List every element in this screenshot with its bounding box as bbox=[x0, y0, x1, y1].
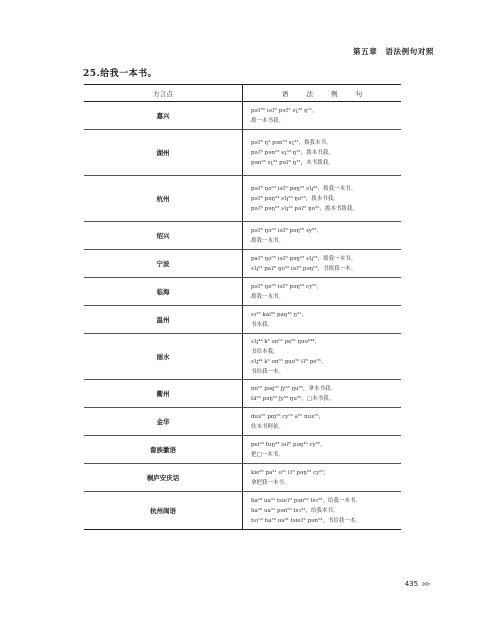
example-line: sʮ⁵³ paʔ⁵ ŋo⁵³ iəʔ⁵ pəŋ⁵³，书拨我一本。 bbox=[251, 265, 357, 272]
example-line: tä⁵⁵ pəŋ⁵⁵ ʃy⁵³ ŋu³⁵，□本书我。 bbox=[251, 395, 335, 402]
column-header-example: 语 法 例 句 bbox=[243, 85, 402, 102]
example-line: sʮ⁴⁴ k⁵ on⁵⁵ pe⁵⁵ ŋuo⁵⁴⁴， bbox=[251, 338, 321, 345]
table-row bbox=[84, 176, 401, 222]
example-line: 书本我。 bbox=[251, 321, 274, 328]
example-cell bbox=[243, 464, 402, 492]
example-line: 拿把我一本书。 bbox=[251, 479, 290, 486]
table-row bbox=[84, 306, 401, 334]
section-title: 25.给我一本书。 bbox=[83, 69, 158, 79]
page-number-value: 435 bbox=[404, 580, 419, 588]
example-line: duɤ⁵⁵ pɪŋ⁵³ cy⁵⁵ a⁵⁵ nuɤ⁵⁵， bbox=[251, 413, 325, 420]
example-line: 拨一本书我。 bbox=[251, 117, 285, 124]
example-line: tsɿ⁵³ ha³³ ua³¹ tsieʔ³ pən⁵³，书给我一本。 bbox=[251, 517, 361, 524]
example-line: pəʔ⁵ ŋo⁵⁵ iəʔ⁵ pəŋ⁵⁵ sy⁵³， bbox=[251, 227, 322, 234]
page-mark: ᐅᐅ bbox=[422, 582, 430, 588]
example-line: 拨我一本书。 bbox=[251, 293, 285, 300]
example-cell bbox=[243, 222, 402, 250]
dialect-cell: 畲族徽语 bbox=[84, 436, 243, 464]
example-line: pən⁵³ sʅ³³ pəʔ⁵ ŋ²¹，本书拨我。 bbox=[251, 159, 334, 166]
dialect-cell: 丽水 bbox=[84, 334, 243, 380]
table-row bbox=[84, 222, 401, 250]
example-line: sɿ³³ kai⁵⁵ paŋ⁴⁵ ŋ³¹， bbox=[251, 311, 307, 318]
example-line: ha³³ ua³¹ tsieʔ³ pən⁵³ tsɿ⁵³，给我一本书。 bbox=[251, 497, 361, 504]
table-row bbox=[84, 102, 401, 130]
table-row bbox=[84, 436, 401, 464]
page-number bbox=[405, 580, 430, 588]
example-cell bbox=[243, 278, 402, 306]
chapter-header: 第五章 语法例句对照 bbox=[353, 47, 434, 56]
example-line: pəʔ⁵ ŋo⁵³ iəʔ⁵ pəŋ⁵³ sʮ³³，拨我一本书。 bbox=[251, 185, 357, 192]
table-row bbox=[84, 250, 401, 278]
example-line: pəʔ⁵ pən⁵³ sʅ³³ ŋ²¹，拨本书我。 bbox=[251, 149, 334, 156]
table-header-row bbox=[84, 85, 401, 102]
example-cell bbox=[243, 408, 402, 436]
dialect-cell: 衢州 bbox=[84, 380, 243, 408]
example-cell bbox=[243, 306, 402, 334]
table-row bbox=[84, 408, 401, 436]
example-cell bbox=[243, 250, 402, 278]
table-body bbox=[84, 102, 401, 530]
table-row bbox=[84, 380, 401, 408]
example-line: kie³⁵ pa³¹ o³¹ iʔ⁵ pəŋ⁵³ cy⁵⁵， bbox=[251, 469, 330, 476]
dialect-cell: 桐庐安庆话 bbox=[84, 464, 243, 492]
dialect-cell: 宁波 bbox=[84, 250, 243, 278]
example-line: 驮本书阿依。 bbox=[251, 423, 285, 430]
example-line: ha³³ ua³¹ pən⁵³ tsɿ⁵³，给我本书。 bbox=[251, 507, 339, 514]
table-row bbox=[84, 130, 401, 176]
example-cell bbox=[243, 436, 402, 464]
table-row bbox=[84, 492, 401, 530]
example-line: pəʔ⁵ ŋ³ pən⁵³ sʅ³¹，拨我本书。 bbox=[251, 139, 332, 146]
example-line: pəʔ⁵ pəŋ⁵³ sʮ³³ ŋo⁵³，拨本书我。 bbox=[251, 195, 339, 202]
table-row bbox=[84, 334, 401, 380]
column-header-dialect: 方言点 bbox=[84, 85, 243, 102]
example-line: pəʔ⁵⁵ iəʔ⁵ pəʔ⁵ sʅ³³ ŋ²¹， bbox=[251, 107, 318, 114]
example-line: sʮ⁴⁴ k⁵ on⁵⁵ guo⁵⁵ iʔ⁵ pe⁵⁵， bbox=[251, 358, 327, 365]
dialect-cell: 绍兴 bbox=[84, 222, 243, 250]
grammar-example-table bbox=[84, 84, 401, 530]
example-line: 书给本我。 bbox=[251, 348, 279, 355]
example-line: 拨我一本书。 bbox=[251, 237, 285, 244]
example-cell bbox=[243, 102, 402, 130]
example-line: pei³³ tuŋ²⁵ iəʔ⁵ pəŋ⁴² cy⁵⁵， bbox=[251, 441, 326, 448]
example-line: nn⁵⁵ pəŋ⁵⁵ ʃy⁵³ ŋu³⁵，拿本书我。 bbox=[251, 385, 336, 392]
example-cell bbox=[243, 130, 402, 176]
example-cell bbox=[243, 492, 402, 530]
example-line: paʔ⁵ ŋo⁵⁵ iəʔ⁵ pəŋ⁵³ sʮ⁵³，拨我一本书。 bbox=[251, 255, 357, 262]
dialect-cell: 金华 bbox=[84, 408, 243, 436]
example-line: pəʔ⁵ pəŋ⁵³ sʮ³³ pəʔ⁵ ŋo⁵³，拨本书拨我。 bbox=[251, 205, 358, 212]
example-line: 把□一本书。 bbox=[251, 451, 284, 458]
dialect-cell: 临海 bbox=[84, 278, 243, 306]
dialect-cell: 嘉兴 bbox=[84, 102, 243, 130]
dialect-cell: 温州 bbox=[84, 306, 243, 334]
dialect-cell: 杭州 bbox=[84, 176, 243, 222]
dialect-cell: 杭州闽语 bbox=[84, 492, 243, 530]
example-line: 书给我一本。 bbox=[251, 368, 285, 375]
dialect-cell: 湖州 bbox=[84, 130, 243, 176]
example-cell bbox=[243, 176, 402, 222]
table-row bbox=[84, 278, 401, 306]
example-line: pəʔ⁵ ŋe⁵⁵ iəʔ⁵ pəŋ⁵³ cy⁵³， bbox=[251, 283, 323, 290]
table-row bbox=[84, 464, 401, 492]
example-cell bbox=[243, 334, 402, 380]
example-cell bbox=[243, 380, 402, 408]
